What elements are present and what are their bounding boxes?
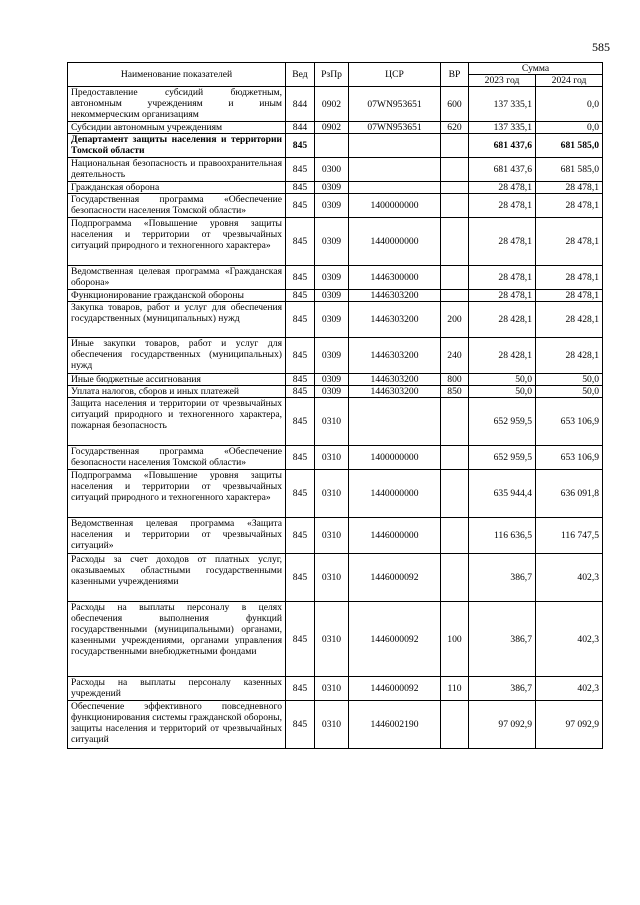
row-csr bbox=[349, 182, 441, 194]
row-name: Иные закупки товаров, работ и услуг для обеспечения государственных (муниципальных) нужд bbox=[68, 338, 286, 374]
table-row bbox=[68, 398, 603, 446]
row-ved: 845 bbox=[286, 266, 315, 290]
row-name: Департамент защиты населения и территории Томской области bbox=[68, 134, 286, 158]
row-name: Защита населения и территории от чрезвычайных ситуаций природного и техногенного характера, пожарная безопасность bbox=[68, 398, 286, 446]
row-vr bbox=[441, 290, 469, 302]
row-csr: 1446303200 bbox=[349, 338, 441, 374]
row-rzpr: 0300 bbox=[315, 158, 349, 182]
row-sum-2024: 402,3 bbox=[536, 677, 603, 701]
row-sum-2024: 50,0 bbox=[536, 386, 603, 398]
row-sum-2023: 116 636,5 bbox=[469, 518, 536, 554]
row-rzpr: 0309 bbox=[315, 374, 349, 386]
row-rzpr: 0902 bbox=[315, 122, 349, 134]
table-row bbox=[68, 290, 603, 302]
table-row bbox=[68, 158, 603, 182]
header-csr: ЦСР bbox=[349, 63, 441, 87]
row-rzpr: 0310 bbox=[315, 701, 349, 749]
row-csr: 1400000000 bbox=[349, 446, 441, 470]
row-ved: 845 bbox=[286, 302, 315, 338]
row-rzpr: 0310 bbox=[315, 446, 349, 470]
row-ved: 845 bbox=[286, 194, 315, 218]
row-sum-2023: 50,0 bbox=[469, 374, 536, 386]
row-sum-2024: 402,3 bbox=[536, 554, 603, 602]
row-sum-2024: 28 478,1 bbox=[536, 182, 603, 194]
row-sum-2023: 652 959,5 bbox=[469, 398, 536, 446]
row-name: Иные бюджетные ассигнования bbox=[68, 374, 286, 386]
row-sum-2024: 116 747,5 bbox=[536, 518, 603, 554]
row-ved: 845 bbox=[286, 554, 315, 602]
row-csr: 1446303200 bbox=[349, 386, 441, 398]
row-sum-2023: 28 478,1 bbox=[469, 182, 536, 194]
table-row bbox=[68, 386, 603, 398]
row-name: Расходы на выплаты персоналу в целях обеспечения выполнения функций государственными (муниципальными) органами, казенными учреждениями, органами управления государственными внебюджетными фондами bbox=[68, 602, 286, 677]
row-csr: 1446300000 bbox=[349, 266, 441, 290]
row-sum-2023: 386,7 bbox=[469, 677, 536, 701]
row-sum-2023: 28 428,1 bbox=[469, 338, 536, 374]
row-sum-2024: 636 091,8 bbox=[536, 470, 603, 518]
row-sum-2024: 28 478,1 bbox=[536, 194, 603, 218]
row-sum-2024: 28 478,1 bbox=[536, 218, 603, 266]
row-name: Ведомственная целевая программа «Гражданская оборона» bbox=[68, 266, 286, 290]
row-csr: 07WN953651 bbox=[349, 122, 441, 134]
row-csr bbox=[349, 158, 441, 182]
row-rzpr: 0309 bbox=[315, 194, 349, 218]
row-name: Подпрограмма «Повышение уровня защиты населения и территории от чрезвычайных ситуаций природного и техногенного характера» bbox=[68, 218, 286, 266]
row-ved: 845 bbox=[286, 158, 315, 182]
row-ved: 845 bbox=[286, 677, 315, 701]
row-sum-2024: 653 106,9 bbox=[536, 446, 603, 470]
row-vr: 110 bbox=[441, 677, 469, 701]
row-ved: 845 bbox=[286, 518, 315, 554]
table-row bbox=[68, 87, 603, 122]
row-sum-2023: 50,0 bbox=[469, 386, 536, 398]
row-ved: 845 bbox=[286, 398, 315, 446]
row-name: Уплата налогов, сборов и иных платежей bbox=[68, 386, 286, 398]
table-row bbox=[68, 182, 603, 194]
row-ved: 845 bbox=[286, 338, 315, 374]
row-ved: 845 bbox=[286, 701, 315, 749]
row-vr: 100 bbox=[441, 602, 469, 677]
row-ved: 845 bbox=[286, 470, 315, 518]
row-vr bbox=[441, 518, 469, 554]
table-row bbox=[68, 194, 603, 218]
row-sum-2023: 137 335,1 bbox=[469, 122, 536, 134]
row-name: Расходы на выплаты персоналу казенных учреждений bbox=[68, 677, 286, 701]
table-row bbox=[68, 374, 603, 386]
row-ved: 845 bbox=[286, 602, 315, 677]
row-ved: 845 bbox=[286, 386, 315, 398]
table-row bbox=[68, 134, 603, 158]
row-rzpr: 0310 bbox=[315, 554, 349, 602]
row-ved: 845 bbox=[286, 290, 315, 302]
page-number: 585 bbox=[592, 40, 610, 54]
row-rzpr: 0310 bbox=[315, 602, 349, 677]
row-rzpr: 0309 bbox=[315, 302, 349, 338]
row-vr bbox=[441, 182, 469, 194]
row-vr bbox=[441, 398, 469, 446]
row-sum-2023: 681 437,6 bbox=[469, 158, 536, 182]
row-name: Функционирование гражданской обороны bbox=[68, 290, 286, 302]
row-name: Гражданская оборона bbox=[68, 182, 286, 194]
row-sum-2024: 28 478,1 bbox=[536, 266, 603, 290]
row-sum-2023: 681 437,6 bbox=[469, 134, 536, 158]
row-vr bbox=[441, 446, 469, 470]
row-vr bbox=[441, 218, 469, 266]
row-name: Расходы за счет доходов от платных услуг, оказываемых областными государственными казенными учреждениями bbox=[68, 554, 286, 602]
row-sum-2024: 402,3 bbox=[536, 602, 603, 677]
row-name: Закупка товаров, работ и услуг для обеспечения государственных (муниципальных) нужд bbox=[68, 302, 286, 338]
row-ved: 844 bbox=[286, 122, 315, 134]
header-rzpr: РзПр bbox=[315, 63, 349, 87]
row-sum-2023: 28 478,1 bbox=[469, 194, 536, 218]
row-csr: 07WN953651 bbox=[349, 87, 441, 122]
header-sum: Сумма bbox=[469, 63, 603, 75]
table-row bbox=[68, 518, 603, 554]
row-rzpr: 0310 bbox=[315, 677, 349, 701]
row-name: Подпрограмма «Повышение уровня защиты населения и территории от чрезвычайных ситуаций природного и техногенного характера» bbox=[68, 470, 286, 518]
table-row bbox=[68, 701, 603, 749]
row-name: Субсидии автономным учреждениям bbox=[68, 122, 286, 134]
row-csr: 1446000000 bbox=[349, 518, 441, 554]
row-rzpr: 0309 bbox=[315, 266, 349, 290]
header-name: Наименование показателей bbox=[68, 63, 286, 87]
row-sum-2023: 386,7 bbox=[469, 602, 536, 677]
row-rzpr: 0310 bbox=[315, 470, 349, 518]
row-name: Государственная программа «Обеспечение безопасности населения Томской области» bbox=[68, 446, 286, 470]
row-vr: 200 bbox=[441, 302, 469, 338]
row-vr bbox=[441, 194, 469, 218]
row-rzpr: 0309 bbox=[315, 338, 349, 374]
row-csr: 1446000092 bbox=[349, 602, 441, 677]
row-csr: 1446000092 bbox=[349, 677, 441, 701]
row-csr: 1446000092 bbox=[349, 554, 441, 602]
row-sum-2024: 97 092,9 bbox=[536, 701, 603, 749]
header-2024: 2024 год bbox=[536, 75, 603, 87]
row-vr: 620 bbox=[441, 122, 469, 134]
table-row bbox=[68, 677, 603, 701]
header-2023: 2023 год bbox=[469, 75, 536, 87]
row-vr bbox=[441, 158, 469, 182]
row-sum-2023: 28 478,1 bbox=[469, 266, 536, 290]
row-ved: 844 bbox=[286, 87, 315, 122]
row-sum-2024: 653 106,9 bbox=[536, 398, 603, 446]
table-row bbox=[68, 338, 603, 374]
row-rzpr bbox=[315, 134, 349, 158]
row-csr: 1440000000 bbox=[349, 218, 441, 266]
row-sum-2023: 635 944,4 bbox=[469, 470, 536, 518]
row-rzpr: 0310 bbox=[315, 518, 349, 554]
row-rzpr: 0309 bbox=[315, 182, 349, 194]
row-vr: 240 bbox=[441, 338, 469, 374]
header-ved: Вед bbox=[286, 63, 315, 87]
table-row bbox=[68, 602, 603, 677]
row-sum-2023: 137 335,1 bbox=[469, 87, 536, 122]
row-rzpr: 0309 bbox=[315, 386, 349, 398]
table-row bbox=[68, 554, 603, 602]
row-csr: 1446002190 bbox=[349, 701, 441, 749]
row-csr: 1400000000 bbox=[349, 194, 441, 218]
row-sum-2024: 28 478,1 bbox=[536, 290, 603, 302]
row-ved: 845 bbox=[286, 374, 315, 386]
row-csr: 1446303200 bbox=[349, 290, 441, 302]
header-vr: ВР bbox=[441, 63, 469, 87]
row-sum-2024: 0,0 bbox=[536, 122, 603, 134]
row-ved: 845 bbox=[286, 182, 315, 194]
row-ved: 845 bbox=[286, 218, 315, 266]
row-sum-2023: 652 959,5 bbox=[469, 446, 536, 470]
row-ved: 845 bbox=[286, 134, 315, 158]
row-sum-2024: 681 585,0 bbox=[536, 134, 603, 158]
row-rzpr: 0309 bbox=[315, 218, 349, 266]
row-name: Предоставление субсидий бюджетным, автономным учреждениям и иным некоммерческим организациям bbox=[68, 87, 286, 122]
row-vr: 800 bbox=[441, 374, 469, 386]
table-row bbox=[68, 470, 603, 518]
row-ved: 845 bbox=[286, 446, 315, 470]
row-rzpr: 0902 bbox=[315, 87, 349, 122]
table-row bbox=[68, 266, 603, 290]
row-vr bbox=[441, 470, 469, 518]
row-vr bbox=[441, 701, 469, 749]
row-sum-2023: 386,7 bbox=[469, 554, 536, 602]
table-row bbox=[68, 218, 603, 266]
row-sum-2023: 28 428,1 bbox=[469, 302, 536, 338]
row-csr: 1446303200 bbox=[349, 302, 441, 338]
row-name: Ведомственная целевая программа «Защита населения и территории от чрезвычайных ситуаций» bbox=[68, 518, 286, 554]
row-sum-2024: 28 428,1 bbox=[536, 338, 603, 374]
row-csr bbox=[349, 134, 441, 158]
row-rzpr: 0310 bbox=[315, 398, 349, 446]
row-name: Национальная безопасность и правоохранительная деятельность bbox=[68, 158, 286, 182]
row-csr bbox=[349, 398, 441, 446]
table-row bbox=[68, 302, 603, 338]
row-sum-2023: 97 092,9 bbox=[469, 701, 536, 749]
row-sum-2024: 50,0 bbox=[536, 374, 603, 386]
row-name: Обеспечение эффективного повседневного функционирования системы гражданской обороны, защиты населения и территорий от чрезвычайных ситуаций bbox=[68, 701, 286, 749]
row-rzpr: 0309 bbox=[315, 290, 349, 302]
row-vr bbox=[441, 554, 469, 602]
row-sum-2023: 28 478,1 bbox=[469, 218, 536, 266]
row-csr: 1440000000 bbox=[349, 470, 441, 518]
table-row bbox=[68, 446, 603, 470]
row-vr: 850 bbox=[441, 386, 469, 398]
budget-table bbox=[67, 62, 603, 749]
row-csr: 1446303200 bbox=[349, 374, 441, 386]
row-name: Государственная программа «Обеспечение безопасности населения Томской области» bbox=[68, 194, 286, 218]
table-row bbox=[68, 122, 603, 134]
row-sum-2024: 681 585,0 bbox=[536, 158, 603, 182]
row-vr bbox=[441, 134, 469, 158]
row-sum-2024: 28 428,1 bbox=[536, 302, 603, 338]
row-vr bbox=[441, 266, 469, 290]
row-vr: 600 bbox=[441, 87, 469, 122]
row-sum-2024: 0,0 bbox=[536, 87, 603, 122]
row-sum-2023: 28 478,1 bbox=[469, 290, 536, 302]
